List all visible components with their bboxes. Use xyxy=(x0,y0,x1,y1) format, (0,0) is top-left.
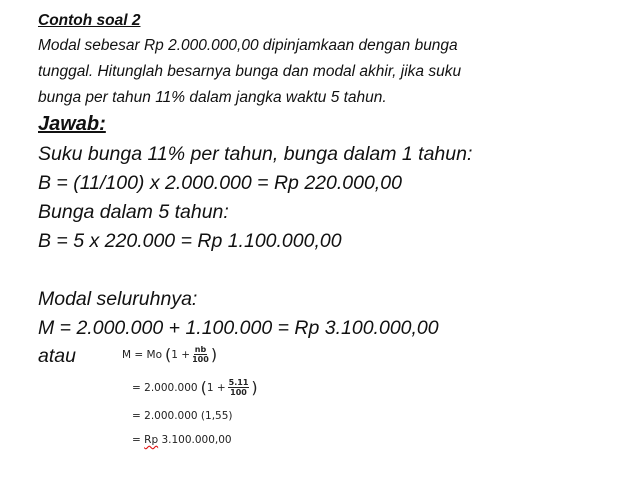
formula-row-1-fraction: $\frac{nb}{100}$ xyxy=(192,345,209,364)
answer-line-4: B = 5 x 220.000 = Rp 1.100.000,00 xyxy=(38,230,342,252)
formula-row-1: M = Mo ( 1 + $\frac{nb}{100}$ ) xyxy=(122,344,218,364)
answer-line-5: Modal seluruhnya: xyxy=(38,288,198,310)
answer-line-1: Suku bunga 11% per tahun, bunga dalam 1 tahun: xyxy=(38,143,473,165)
answer-line-6: M = 2.000.000 + 1.100.000 = Rp 3.100.000,00 xyxy=(38,317,439,339)
question-line-2: tunggal. Hitunglah besarnya bunga dan modal akhir, jika suku xyxy=(38,63,462,80)
question-line-1: Modal sebesar Rp 2.000.000,00 dipinjamkaan dengan bunga xyxy=(38,37,458,54)
answer-line-3: Bunga dalam 5 tahun: xyxy=(38,201,229,223)
question-title: Contoh soal 2 xyxy=(38,12,141,29)
formula-row-4-rp: Rp xyxy=(144,434,159,446)
answer-heading: Jawab: xyxy=(38,113,106,135)
formula-row-4: = Rp 3.100.000,00 xyxy=(132,434,232,446)
answer-line-2: B = (11/100) x 2.000.000 = Rp 220.000,00 xyxy=(38,172,402,194)
formula-row-2-prefix: = 2.000.000 xyxy=(132,381,198,394)
formula-row-2: = 2.000.000 ( 1 + $\frac{5.11}{100}$ ) xyxy=(132,377,258,397)
formula-row-1-prefix: M = Mo xyxy=(122,348,163,361)
formula-row-2-fraction: $\frac{5.11}{100}$ xyxy=(228,378,249,397)
formula-row-3: = 2.000.000 (1,55) xyxy=(132,410,233,422)
answer-line-7: atau xyxy=(38,345,76,367)
question-line-3: bunga per tahun 11% dalam jangka waktu 5 tahun. xyxy=(38,89,387,106)
